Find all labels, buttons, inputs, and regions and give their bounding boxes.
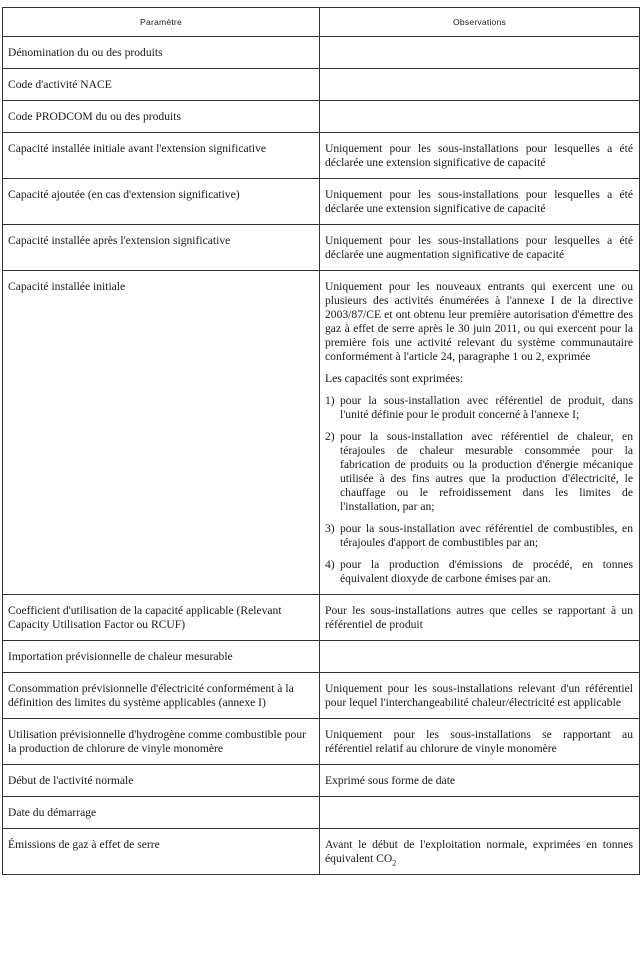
obs-text: Avant le début de l'exploitation normale, exprimées en tonnes équivalent CO xyxy=(325,838,633,865)
table-row xyxy=(3,765,640,797)
obs-cell: Uniquement pour les sous-installations relevant d'un référentiel pour lequel l'interchangeabilité chaleur/électricité est applicable xyxy=(320,673,640,719)
table-row xyxy=(3,641,640,673)
table-header-row xyxy=(3,8,640,37)
table-row xyxy=(3,673,640,719)
obs-cell: Uniquement pour les sous-installations se rapportant au référentiel relatif au chlorure de vinyle monomère xyxy=(320,719,640,765)
table-row xyxy=(3,101,640,133)
param-cell: Importation prévisionnelle de chaleur mesurable xyxy=(3,641,320,673)
list-item xyxy=(325,394,633,422)
obs-cell xyxy=(320,101,640,133)
table-row xyxy=(3,225,640,271)
param-cell: Capacité installée initiale avant l'extension significative xyxy=(3,133,320,179)
list-number: 3) xyxy=(325,522,335,535)
param-cell: Code PRODCOM du ou des produits xyxy=(3,101,320,133)
obs-cell xyxy=(320,37,640,69)
obs-paragraph: Uniquement pour les nouveaux entrants qui exercent une ou plusieurs des activités énumérées à l'annexe I de la directive 2003/87/CE et ont obtenu leur première autorisation d'émettre des gaz à effet de serre après le 30 juin 2011, ou qui exercent pour la première fois une activité relevant du système communautaire conformément à l'article 24, paragraphe 1 ou 2, exprimée xyxy=(325,280,633,363)
obs-cell: Pour les sous-installations autres que celles se rapportant à un référentiel de produit xyxy=(320,595,640,641)
list-text: pour la production d'émissions de procédé, en tonnes équivalent dioxyde de carbone émises par an. xyxy=(340,558,633,585)
list-text: pour la sous-installation avec référentiel de chaleur, en térajoules de chaleur mesurable consommée pour la fabrication de produits ou la production d'énergie mécanique utilisée à des fins autres que la production d'électricité, le chauffage ou le refroidissement dans les limites de l'installation, par an; xyxy=(340,430,633,513)
obs-cell xyxy=(320,797,640,829)
header-observations: Observations xyxy=(320,8,640,37)
obs-cell: Exprimé sous forme de date xyxy=(320,765,640,797)
obs-cell: Uniquement pour les sous-installations pour lesquelles a été déclarée une extension significative de capacité xyxy=(320,179,640,225)
param-cell: Code d'activité NACE xyxy=(3,69,320,101)
subscript-2: 2 xyxy=(392,858,397,868)
table-row xyxy=(3,69,640,101)
list-number: 1) xyxy=(325,394,335,407)
param-cell: Capacité installée initiale xyxy=(3,271,320,595)
list-item xyxy=(325,430,633,514)
list-item xyxy=(325,558,633,586)
param-cell: Coefficient d'utilisation de la capacité applicable (Relevant Capacity Utilisation Factor ou RCUF) xyxy=(3,595,320,641)
param-cell: Utilisation prévisionnelle d'hydrogène comme combustible pour la production de chlorure de vinyle monomère xyxy=(3,719,320,765)
list-text: pour la sous-installation avec référentiel de produit, dans l'unité définie pour le produit concerné à l'annexe I; xyxy=(340,394,633,421)
list-number: 4) xyxy=(325,558,335,571)
table-row xyxy=(3,133,640,179)
header-parametre: Paramètre xyxy=(3,8,320,37)
list-item xyxy=(325,522,633,550)
obs-cell xyxy=(320,69,640,101)
obs-cell xyxy=(320,271,640,595)
param-cell: Dénomination du ou des produits xyxy=(3,37,320,69)
table-row xyxy=(3,595,640,641)
table-row xyxy=(3,719,640,765)
obs-cell xyxy=(320,829,640,875)
param-cell: Consommation prévisionnelle d'électricité conformément à la définition des limites du système applicables (annexe I) xyxy=(3,673,320,719)
list-number: 2) xyxy=(325,430,335,443)
obs-cell xyxy=(320,641,640,673)
table-row xyxy=(3,797,640,829)
table-row xyxy=(3,271,640,595)
obs-cell: Uniquement pour les sous-installations pour lesquelles a été déclarée une extension significative de capacité xyxy=(320,133,640,179)
parameters-table xyxy=(2,7,640,875)
param-cell: Émissions de gaz à effet de serre xyxy=(3,829,320,875)
obs-intro: Les capacités sont exprimées: xyxy=(325,372,464,385)
table-row xyxy=(3,829,640,875)
param-cell: Début de l'activité normale xyxy=(3,765,320,797)
obs-cell: Uniquement pour les sous-installations pour lesquelles a été déclarée une augmentation significative de capacité xyxy=(320,225,640,271)
param-cell: Capacité installée après l'extension significative xyxy=(3,225,320,271)
list-text: pour la sous-installation avec référentiel de combustibles, en térajoules d'apport de combustibles par an; xyxy=(340,522,633,549)
table-row xyxy=(3,37,640,69)
table-row xyxy=(3,179,640,225)
param-cell: Date du démarrage xyxy=(3,797,320,829)
param-cell: Capacité ajoutée (en cas d'extension significative) xyxy=(3,179,320,225)
